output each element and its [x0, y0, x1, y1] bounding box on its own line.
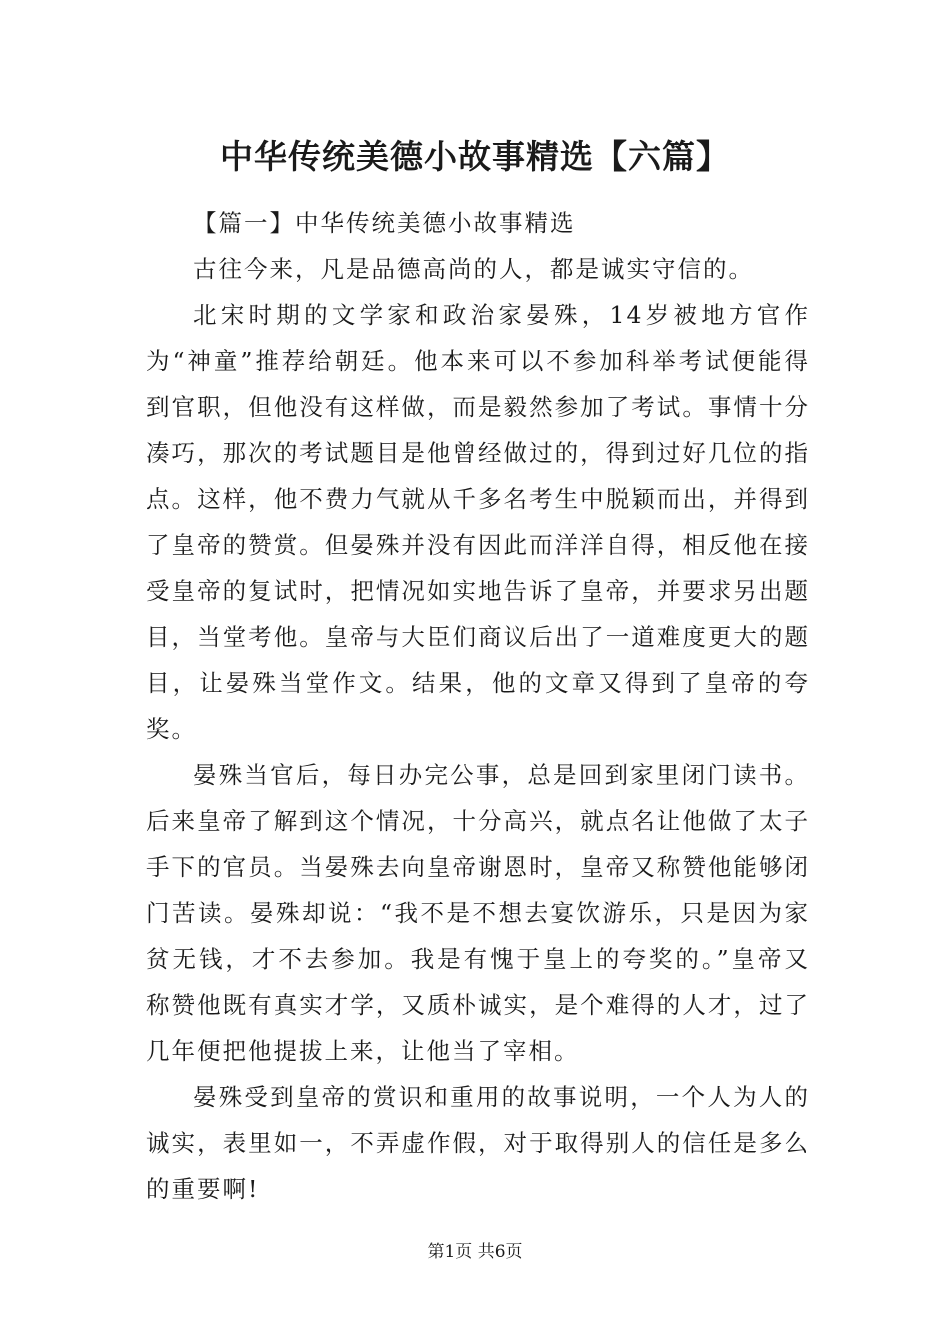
paragraph: 古往今来，凡是品德高尚的人，都是诚实守信的。	[193, 255, 754, 283]
document-title: 中华传统美德小故事精选【六篇】	[220, 137, 730, 176]
document-body	[146, 200, 810, 1212]
paragraph: 北宋时期的文学家和政治家晏殊，14岁被地方官作为“神童”推荐给朝廷。他本来可以不参加科举考试便能得到官职，但他没有这样做，而是毅然参加了考试。事情十分凑巧，那次的考试题目是他曾经做过的，得到过好几位的指点。这样，他不费力气就从千多名考生中脱颖而出，并得到了皇帝的赞赏。但晏殊并没有因此而洋洋自得，相反他在接受皇帝的复试时，把情况如实地告诉了皇帝，并要求另出题目，当堂考他。皇帝与大臣们商议后出了一道难度更大的题目，让晏殊当堂作文。结果，他的文章又得到了皇帝的夸奖。	[146, 301, 810, 743]
section-heading: 【篇一】中华传统美德小故事精选	[193, 209, 576, 237]
paragraph: 晏殊受到皇帝的赏识和重用的故事说明，一个人为人的诚实，表里如一，不弄虚作假，对于取得别人的信任是多么的重要啊!	[146, 1083, 810, 1203]
page-number-footer: 第1页 共6页	[427, 1242, 523, 1262]
paragraph: 晏殊当官后，每日办完公事，总是回到家里闭门读书。后来皇帝了解到这个情况，十分高兴，就点名让他做了太子手下的官员。当晏殊去向皇帝谢恩时，皇帝又称赞他能够闭门苦读。晏殊却说：“我不是不想去宴饮游乐，只是因为家贫无钱，才不去参加。我是有愧于皇上的夸奖的。”皇帝又称赞他既有真实才学，又质朴诚实，是个难得的人才，过了几年便把他提拔上来，让他当了宰相。	[146, 761, 810, 1065]
